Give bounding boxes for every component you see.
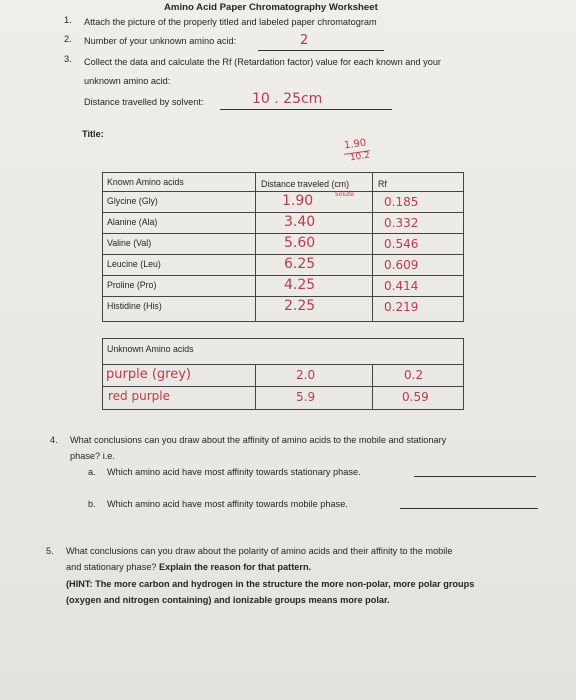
- unknown-row-distance: 2.0: [296, 368, 316, 382]
- table-row-note: Solute: [335, 191, 354, 198]
- table-rule: [102, 386, 463, 387]
- unknown-row-name: red purple: [108, 389, 170, 403]
- table-row-distance: 5.60: [284, 235, 316, 251]
- solvent-answer: 10 . 25cm: [252, 91, 323, 107]
- table-row-rf: 0.414: [384, 279, 419, 293]
- table-divider: [255, 172, 256, 321]
- table-row-name: Leucine (Leu): [107, 259, 161, 269]
- worksheet-title: Amino Acid Paper Chromatography Worksheet: [164, 2, 378, 13]
- q4-text-line2: phase? i.e.: [70, 451, 115, 461]
- table-divider: [372, 172, 373, 321]
- table-rule: [102, 254, 463, 255]
- table-row-distance: 2.25: [284, 298, 316, 314]
- column-header-distance: Distance traveled (cm): [261, 179, 349, 189]
- q4a-answer-line: [414, 476, 536, 477]
- table-row-rf: 0.332: [384, 216, 419, 230]
- table-row-distance: 4.25: [284, 277, 316, 293]
- margin-note-top: 1.90: [343, 137, 367, 152]
- table-rule: [102, 233, 463, 234]
- q5-text-line2-bold: Explain the reason for that pattern.: [158, 562, 312, 572]
- table-rule: [102, 296, 463, 297]
- column-header-known: Known Amino acids: [107, 177, 184, 187]
- unknown-row-rf: 0.59: [402, 390, 429, 404]
- table-row-distance: 1.90: [282, 193, 314, 209]
- q5-number: 5.: [46, 546, 54, 556]
- table-row-distance: 6.25: [284, 256, 316, 272]
- q5-hint-line1: (HINT: The more carbon and hydrogen in the structure the more non-polar, more polar groups: [66, 579, 475, 589]
- table-row-distance: 3.40: [284, 214, 316, 230]
- q1-number: 1.: [64, 15, 72, 25]
- table-rule: [102, 275, 463, 276]
- table-row-name: Alanine (Ala): [107, 217, 158, 227]
- unknown-row-name: purple (grey): [106, 367, 191, 382]
- q3-number: 3.: [64, 54, 72, 64]
- q5-text-line1: What conclusions can you draw about the polarity of amino acids and their affinity to the mobile: [66, 546, 453, 556]
- q5-hint-line2: (oxygen and nitrogen containing) and ionizable groups means more polar.: [66, 595, 390, 605]
- q3-text-line2: unknown amino acid:: [84, 76, 171, 86]
- table-row-rf: 0.546: [384, 237, 419, 251]
- table-row-name: Glycine (Gly): [107, 196, 158, 206]
- solvent-label: Distance travelled by solvent:: [84, 97, 204, 107]
- table-rule: [102, 212, 463, 213]
- q3-text-line1: Collect the data and calculate the Rf (Retardation factor) value for each known and your: [84, 57, 441, 67]
- q4a-text: Which amino acid have most affinity towards stationary phase.: [107, 467, 361, 477]
- unknown-row-distance: 5.9: [296, 390, 316, 404]
- column-header-rf: Rf: [378, 179, 387, 189]
- q4-number: 4.: [50, 435, 58, 445]
- q5-text-line2-plain: and stationary phase?: [66, 562, 157, 572]
- title-label: Title:: [82, 129, 104, 139]
- q4a-label: a.: [88, 467, 96, 477]
- table-row-name: Valine (Val): [107, 238, 152, 248]
- table-rule: [102, 191, 463, 192]
- q2-text: Number of your unknown amino acid:: [84, 36, 237, 46]
- q2-answer-line: [258, 50, 384, 51]
- unknown-table-header: Unknown Amino acids: [107, 344, 194, 354]
- table-row-rf: 0.609: [384, 258, 419, 272]
- q5-text-line2: [66, 561, 311, 573]
- table-row-name: Proline (Pro): [107, 280, 157, 290]
- q4-text-line1: What conclusions can you draw about the affinity of amino acids to the mobile and stationary: [70, 435, 447, 445]
- q2-number: 2.: [64, 34, 72, 44]
- q4b-label: b.: [88, 499, 96, 509]
- table-rule: [102, 364, 463, 365]
- q2-answer: 2: [300, 33, 309, 48]
- solvent-answer-line: [220, 109, 392, 110]
- table-row-rf: 0.219: [384, 300, 419, 314]
- margin-note-bottom: 10.2: [349, 150, 371, 164]
- table-row-name: Histidine (His): [107, 301, 162, 311]
- q1-text: Attach the picture of the properly titled and labeled paper chromatogram: [84, 17, 377, 27]
- q4b-answer-line: [400, 508, 538, 509]
- table-row-rf: 0.185: [384, 195, 419, 209]
- q4b-text: Which amino acid have most affinity towards mobile phase.: [107, 499, 348, 509]
- unknown-row-rf: 0.2: [404, 368, 424, 382]
